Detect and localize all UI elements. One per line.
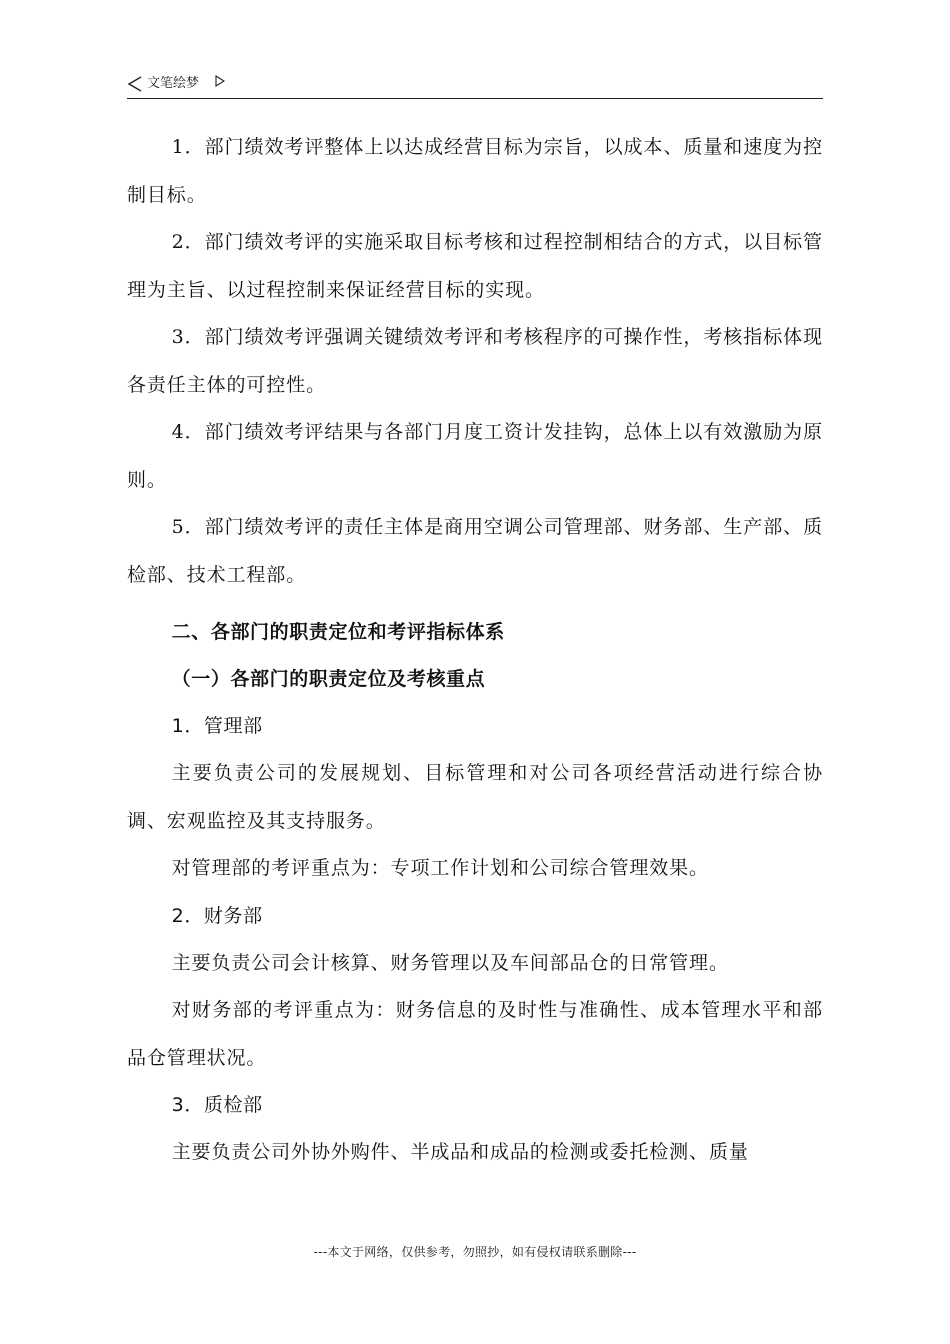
intro-paragraph-3: 3．部门绩效考评强调关键绩效考评和考核程序的可操作性，考核指标体现各责任主体的可控性。 bbox=[127, 326, 823, 396]
left-triangle-icon bbox=[127, 76, 143, 92]
header-title: 文笔绘梦 bbox=[147, 76, 200, 91]
intro-paragraph-2: 2．部门绩效考评的实施采取目标考核和过程控制相结合的方式，以目标管理为主旨、以过程控制来保证经营目标的实现。 bbox=[127, 231, 823, 301]
document-body bbox=[127, 124, 823, 1177]
department-title-finance: 2．财务部 bbox=[171, 904, 263, 927]
department-paragraph: 主要负责公司的发展规划、目标管理和对公司各项经营活动进行综合协调、宏观监控及其支持服务。 bbox=[127, 762, 823, 832]
intro-paragraph-1: 1．部门绩效考评整体上以达成经营目标为宗旨，以成本、质量和速度为控制目标。 bbox=[127, 136, 823, 206]
department-title-quality: 3．质检部 bbox=[171, 1094, 263, 1116]
department-paragraph: 主要负责公司外协外购件、半成品和成品的检测或委托检测、质量 bbox=[171, 1141, 749, 1163]
page-footer: ---本文于网络，仅供参考，勿照抄，如有侵权请联系删除--- bbox=[313, 1245, 637, 1259]
intro-paragraph-5: 5．部门绩效考评的责任主体是商用空调公司管理部、财务部、生产部、质检部、技术工程部。 bbox=[127, 516, 823, 586]
subsection-title: （一）各部门的职责定位及考核重点 bbox=[171, 668, 486, 690]
department-paragraph: 对财务部的考评重点为：财务信息的及时性与准确性、成本管理水平和部品仓管理状况。 bbox=[127, 999, 823, 1069]
department-paragraph: 主要负责公司会计核算、财务管理以及车间部品仓的日常管理。 bbox=[171, 951, 729, 974]
intro-paragraph-4: 4．部门绩效考评结果与各部门月度工资计发挂钩，总体上以有效激励为原则。 bbox=[127, 421, 823, 491]
department-paragraph: 对管理部的考评重点为：专项工作计划和公司综合管理效果。 bbox=[171, 857, 709, 879]
page-header bbox=[127, 74, 823, 99]
section-gap bbox=[127, 599, 823, 609]
department-title-management: 1．管理部 bbox=[171, 715, 263, 737]
section-title: 二、各部门的职责定位和考评指标体系 bbox=[171, 621, 505, 643]
right-triangle-icon bbox=[214, 75, 226, 87]
